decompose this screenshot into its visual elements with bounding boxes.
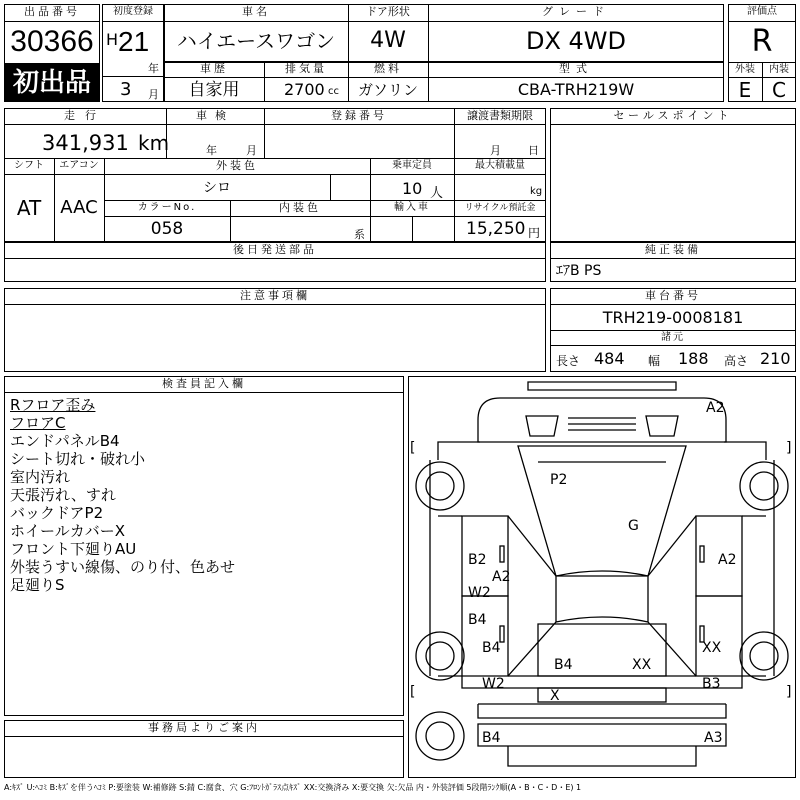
grade-value: DX 4WD (525, 27, 627, 55)
inspection-year-unit: 年 (206, 144, 217, 157)
note-line: 天張汚れ、すれ (10, 486, 116, 504)
int-color-label: 内装色 (279, 201, 321, 214)
capacity-value: 10 (402, 179, 423, 198)
note-line: 足廻りS (10, 576, 65, 594)
max-load-unit: kg (530, 186, 543, 197)
recycle-value: 15,250 (466, 219, 526, 239)
mark-left-rear: W2 (482, 676, 505, 692)
evaluation-value: R (751, 24, 773, 59)
mark-roof: G (628, 518, 639, 534)
chassis-label: 車台番号 (645, 289, 701, 302)
reg-no-label: 登録番号 (331, 109, 387, 122)
inspector-notes (10, 396, 235, 594)
width-label: 幅 (648, 354, 661, 368)
mark-left-front-door: B2 (468, 552, 487, 568)
inspector-label: 検査員記入欄 (162, 377, 246, 390)
mark-right-rear: B3 (702, 676, 721, 692)
mark-left-pillar: A2 (492, 569, 511, 585)
fuel-value: ガソリン (357, 81, 418, 99)
evaluation-label: 評価点 (747, 6, 777, 17)
first-registration-label: 初度登録 (113, 6, 153, 17)
note-line: エンドパネルB4 (10, 432, 120, 450)
mark-left-mid-2: B4 (468, 612, 487, 628)
shift-value: AT (16, 196, 42, 220)
inspection-label: 車検 (196, 109, 234, 122)
height-label: 高さ (724, 354, 749, 368)
door-label: ドア形状 (366, 5, 410, 18)
shift-label: シフト (14, 160, 44, 171)
lot-number: 30366 (10, 25, 94, 58)
year-unit: 年 (148, 62, 159, 75)
transfer-month-unit: 月 (490, 144, 501, 157)
mark-hood: P2 (550, 472, 568, 488)
mark-rear-floor-left: B4 (554, 657, 573, 673)
mark-rear-bumper: X (550, 688, 560, 704)
genuine-equip-label: 純正装備 (645, 243, 701, 256)
bracket-right-rear: ] (786, 684, 792, 700)
sales-points-label: セールスポイント (613, 109, 733, 122)
note-line: 外装うすい線傷、のり付、色あせ (10, 558, 236, 576)
car-name-label: 車名 (242, 5, 270, 18)
displacement-value: 2700 (284, 80, 325, 99)
chassis-value: TRH219-0008181 (602, 308, 744, 327)
mark-left-mid-1: W2 (468, 585, 491, 601)
transfer-day-unit: 日 (528, 144, 539, 157)
month-unit: 月 (148, 88, 159, 101)
legend-text: A:ｷｽﾞ U:ﾍｺﾐ B:ｷｽﾞを伴うﾍｺﾐ P:要塗装 W:補修跡 S:錆 C:腐食、穴 G:ﾌﾛﾝﾄｶﾞﾗｽ点ｷｽﾞ XX:交換済み X:要交換 欠:欠品 内・外装評価 5段階ﾗﾝｸ順(A・B・C・D・E) 1 (4, 783, 582, 792)
bracket-left-front: [ (410, 440, 416, 456)
displacement-unit: cc (328, 86, 339, 97)
first-listing-badge-text: 初出品 (12, 68, 91, 98)
note-line: フロアC (10, 414, 66, 432)
recycle-unit: 円 (528, 226, 541, 240)
note-line: フロント下廻りAU (10, 540, 137, 558)
transfer-label: 譲渡書類期限 (467, 109, 533, 122)
model-value: CBA-TRH219W (517, 80, 635, 99)
capacity-unit: 人 (430, 186, 444, 201)
grade-label: グレード (542, 5, 610, 18)
mark-bottom-left: B4 (482, 730, 501, 746)
dims-label: 諸元 (661, 332, 685, 343)
mark-front-right: A2 (706, 400, 725, 416)
car-name: ハイエースワゴン (176, 29, 336, 53)
note-line: シート切れ・破れ小 (10, 450, 146, 468)
ext-color-label: 外装色 (216, 159, 258, 172)
door-value: 4W (370, 28, 406, 53)
interior-label: 内装 (769, 64, 789, 75)
caution-label: 注意事項欄 (240, 289, 310, 302)
capacity-label: 乗車定員 (392, 160, 432, 171)
note-line: Rフロア歪み (10, 396, 96, 414)
mileage-value: 341,931 (42, 131, 129, 155)
max-load-label: 最大積載量 (475, 160, 525, 171)
width-value: 188 (678, 349, 709, 368)
month: 3 (120, 79, 132, 100)
mileage-unit: km (138, 131, 170, 155)
year: 21 (118, 26, 150, 57)
bracket-left-rear: [ (410, 684, 416, 700)
note-line: ホイールカバーX (10, 522, 125, 540)
bracket-right-front: ] (786, 440, 792, 456)
exterior-value: E (738, 78, 752, 102)
ac-label: エアコン (59, 160, 99, 171)
fuel-label: 燃料 (374, 62, 402, 75)
note-line: バックドアP2 (10, 504, 104, 522)
mark-right-front-door: A2 (718, 552, 737, 568)
sales-points-box (550, 108, 796, 242)
mark-left-rear-panel: B4 (482, 640, 501, 656)
car-outline-icon (408, 376, 796, 778)
displacement-label: 排気量 (285, 62, 327, 75)
office-label: 事務局よりご案内 (148, 721, 260, 734)
color-no-label: カラーNo. (137, 202, 197, 213)
exterior-label: 外装 (735, 64, 755, 75)
int-color-unit: 系 (354, 228, 365, 241)
length-label: 長さ (556, 354, 581, 368)
ext-color-value: シロ (203, 180, 231, 196)
interior-value: C (772, 78, 786, 102)
inspection-month-unit: 月 (246, 144, 257, 157)
later-parts-label: 後日発送部品 (233, 243, 317, 256)
mark-bottom-right: A3 (704, 730, 723, 746)
height-value: 210 (760, 349, 791, 368)
lot-number-label: 出品番号 (24, 5, 80, 18)
mark-rear-floor-right: XX (632, 657, 652, 673)
import-label: 輸入車 (394, 202, 430, 213)
color-no-value: 058 (150, 219, 184, 239)
ac-value: AAC (60, 197, 98, 218)
mark-right-rear-panel: XX (702, 640, 722, 656)
model-label: 型式 (559, 62, 593, 75)
recycle-label: リサイクル預託金 (464, 203, 536, 213)
length-value: 484 (594, 349, 625, 368)
era: H (106, 30, 119, 49)
genuine-equip-value: ｴｱB PS (556, 263, 602, 279)
mileage-label: 走行 (64, 109, 106, 122)
history-label: 車歴 (200, 62, 228, 75)
history-value: 自家用 (188, 80, 240, 100)
note-line: 室内汚れ (10, 468, 71, 486)
